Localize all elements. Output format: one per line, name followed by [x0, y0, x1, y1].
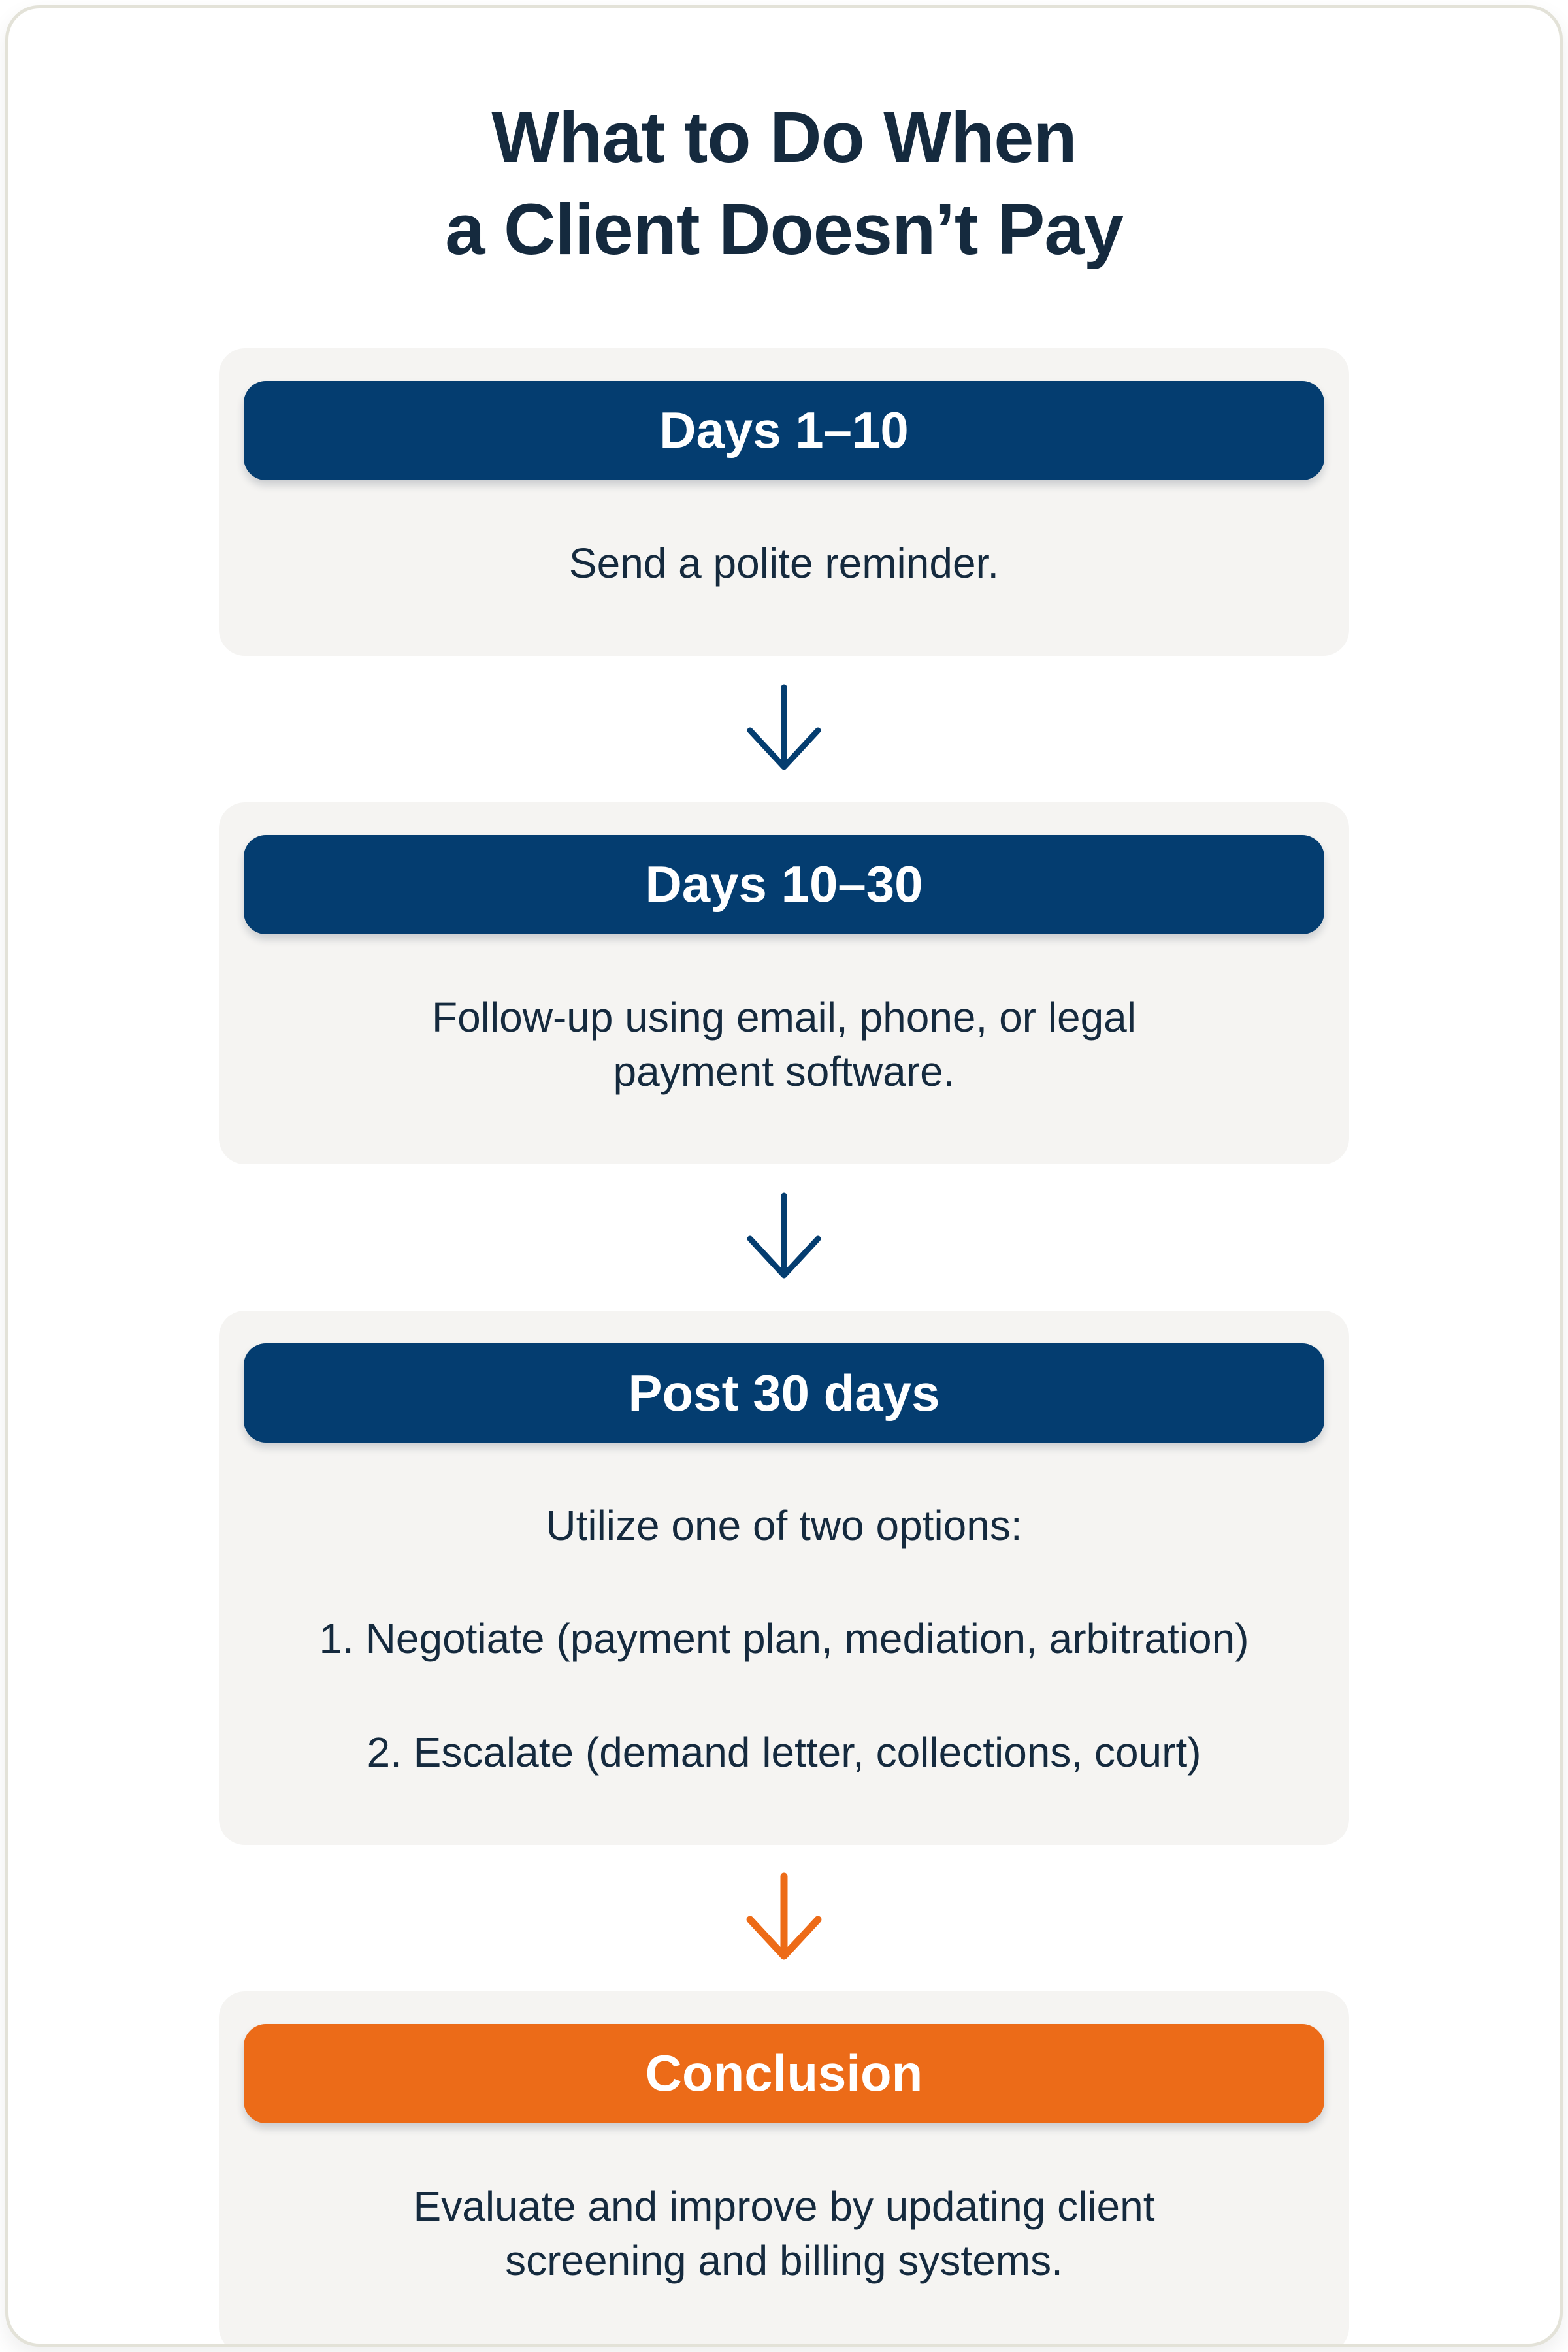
step-body-days-1-10 — [244, 480, 1324, 656]
step-card-days-1-10 — [219, 348, 1349, 656]
step-body-text: 2. Escalate (demand letter, collections, court) — [367, 1728, 1201, 1776]
step-body-text: Follow-up using email, phone, or legal payment software. — [432, 993, 1136, 1095]
step-body-text: Evaluate and improve by updating client screening and billing systems. — [413, 2182, 1155, 2284]
infographic-card — [5, 5, 1563, 2347]
step-body-text: Utilize one of two options: — [546, 1502, 1022, 1550]
content-column — [8, 8, 1560, 2344]
step-header-conclusion: Conclusion — [244, 2024, 1324, 2123]
down-arrow-icon — [741, 1192, 827, 1283]
page-title-line-2: a Client Doesn’t Pay — [445, 189, 1123, 270]
step-body-days-10-30 — [244, 934, 1324, 1164]
step-card-post-30-days — [219, 1311, 1349, 1845]
arrow-wrap — [741, 1192, 827, 1283]
arrow-wrap — [741, 1872, 827, 1964]
arrow-wrap — [741, 683, 827, 775]
page-title-line-1: What to Do When — [491, 97, 1077, 178]
step-body-conclusion — [244, 2123, 1324, 2347]
step-header-days-1-10: Days 1–10 — [244, 381, 1324, 480]
step-header-post-30-days: Post 30 days — [244, 1343, 1324, 1443]
page-title — [445, 92, 1123, 276]
step-card-days-10-30 — [219, 802, 1349, 1164]
step-card-conclusion — [219, 1991, 1349, 2347]
flowchart — [219, 348, 1349, 2347]
step-body-text: Send a polite reminder. — [568, 539, 1000, 587]
down-arrow-icon — [741, 1872, 827, 1964]
step-header-days-10-30: Days 10–30 — [244, 835, 1324, 934]
down-arrow-icon — [741, 683, 827, 775]
step-body-post-30-days — [244, 1443, 1324, 1845]
step-body-text: 1. Negotiate (payment plan, mediation, arbitration) — [319, 1615, 1249, 1663]
